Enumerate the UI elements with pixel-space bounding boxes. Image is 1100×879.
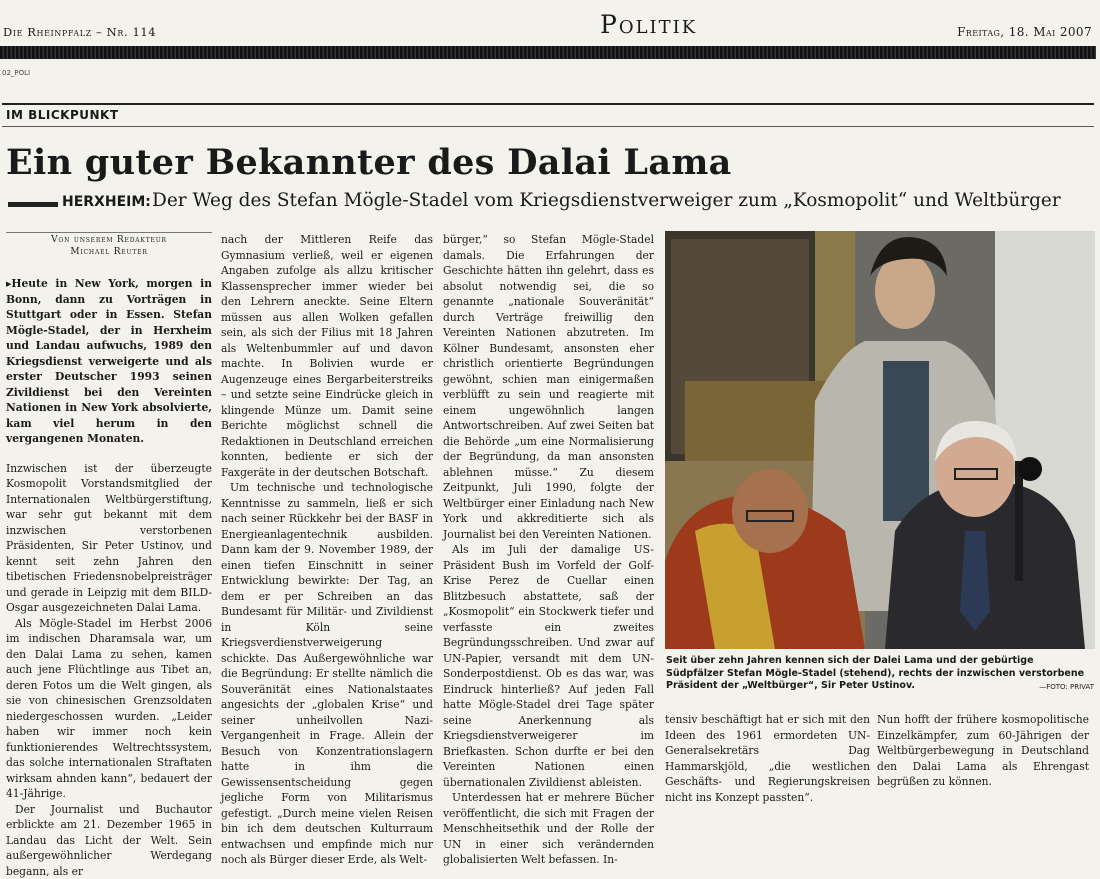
section-label: IM BLICKPUNKT — [6, 108, 119, 122]
article-photo — [665, 231, 1095, 649]
subhead-text: Der Weg des Stefan Mögle-Stadel vom Kriegsdienstverweiger zum „Kosmopolit“ und Weltbürger — [152, 190, 1061, 211]
photo-caption — [666, 655, 1094, 694]
paragraph: Nun hofft der frühere kosmopolitische Einzelkämpfer, zum 60-Jährigen der Weltbürgerbewegung in Deutschland den Dalai Lama als Ehrengast begrüßen zu können. — [877, 712, 1089, 790]
paragraph: Als im Juli der damalige US-Präsident Bush im Vorfeld der Golf-Krise Perez de Cuellar einen Blitzbesuch abstattete, saß der „Kosmopolit“ ein Stockwerk tiefer und verfasste ein zweites Begründungsschreiben. Und zwar auf UN-Papier, versandt mit dem UN-Sonderpostdienst. Ob es das war, was Eindruck hinterließ? Auf jeden Fall hatte Mögle-Stadel drei Tage später seine Anerkennung als Kriegsdienstverweigerer im Briefkasten. Schon durfte er bei den Vereinten Nationen einen übernationalen Zivildienst ableisten. — [443, 542, 654, 790]
paragraph: Als Mögle-Stadel im Herbst 2006 im indischen Dharamsala war, um den Dalai Lama zu sehen, kamen auch jene Flüchtlinge aus Tibet an, deren Fotos um die Welt gingen, als sie von chinesischen Grenzsoldaten niedergeschossen wurden. „Leider haben wir immer noch kein funktionierendes Weltrechtssystem, das solche internationalen Straftaten wirksam ahnden kann“, bedauert der 41-Jährige. — [6, 616, 212, 802]
paragraph: Um technische und technologische Kenntnisse zu sammeln, ließ er sich nach seiner Rückkehr bei der BASF in Energieanlagentechnik ausbilden. Dann kam der 9. November 1989, der einen tiefen Einschnitt in seiner Entwicklung bewirkte: Der Tag, an dem er per Schreiben an das Bundesamt für Militär- und Zivildienst in Köln seine Kriegsverdienstverweigerung schickte. Das Außergewöhnliche war die Begründung: Er stellte nämlich die Souveränität eines Nationalstaates angesichts der „globalen Krise“ und seiner unheilvollen Nazi-Vergangenheit in Frage. Allein der Besuch von Konzentrationslagern hatte in ihm die Gewissensentscheidung gegen jegliche Form von Militarismus gefestigt. „Durch meine vielen Reisen bin ich dem deutschen Kulturraum entwachsen und empfinde mich nur noch als Bürger dieser Erde, als Welt- — [221, 480, 433, 868]
byline-author: Michael Reuter — [6, 246, 212, 258]
page-code: 02_POLI — [2, 69, 30, 77]
byline-role: Von unserem Redakteur — [6, 234, 212, 246]
lead-paragraph: ▸ Heute in New York, morgen in Bonn, dann zu Vorträgen in Stuttgart oder in Essen. Stefan Mögle-Stadel, der in Herxheim und Landau aufwuchs, 1989 den Kriegsdienst verweigerte und als erster Deutscher 1993 seinen Zivildienst bei den Vereinten Nationen in New York absolvierte, kam viel herum in den vergangenen Monaten. — [6, 276, 212, 447]
subhead-bar — [8, 202, 58, 207]
subhead-place: HERXHEIM: — [62, 194, 151, 210]
section-rule-bottom — [2, 126, 1094, 127]
photo-credit: —FOTO: PRIVAT — [1039, 681, 1094, 694]
article-column-5 — [877, 712, 1089, 790]
paragraph: tensiv beschäftigt hat er sich mit den Ideen des 1961 ermordeten UN-Generalsekretärs Dag Hammarskjöld, „die westlichen Geschäfts- und Regierungskreisen nicht ins Konzept passten“. — [665, 712, 870, 805]
article-column-4 — [665, 712, 870, 805]
paragraph: Der Journalist und Buchautor erblickte am 21. Dezember 1965 in Landau das Licht der Welt. Sein außergewöhnlicher Werdegang begann, als er — [6, 802, 212, 879]
masthead-bar — [0, 46, 1096, 59]
paragraph: nach der Mittleren Reife das Gymnasium verließ, weil er eigenen Angaben zufolge als allzu kritischer Klassensprecher immer wieder bei den Lehrern aneckte. Seine Eltern müssen aus allen Wolken gefallen sein, als sich der Filius mit 18 Jahren als Weltenbummler auf und davon machte. In Bolivien wurde er Augenzeuge eines Bergarbeiterstreiks – und setzte seine Eindrücke gleich in klingende Münze um. Damit seine Berichte möglichst schnell die Redaktionen in Deutschland erreichen konnten, bediente er sich der Faxgeräte in der deutschen Botschaft. — [221, 232, 433, 480]
section-title: Politik — [600, 10, 697, 39]
newspaper-name: Die Rheinpfalz – Nr. 114 — [3, 25, 156, 39]
masthead — [0, 0, 1100, 68]
paragraph: Unterdessen hat er mehrere Bücher veröffentlicht, die sich mit Fragen der Menschheitsethik und der Rolle der UN in einer sich verändernden globalisierten Welt befassen. In- — [443, 790, 654, 868]
caption-text: Seit über zehn Jahren kennen sich der Dalei Lama und der gebürtige Südpfälzer Stefan Mögle-Stadel (stehend), rechts der inzwischen verstorbene Präsident der „Weltbürger“, Sir Peter Ustinov. — [666, 655, 1084, 691]
paragraph: Inzwischen ist der überzeugte Kosmopolit Vorstandsmitglied der Internationalen Weltbürgerstiftung, war sehr gut bekannt mit dem inzwischen verstorbenen Präsidenten, Sir Peter Ustinov, und kennt seit zehn Jahren den tibetischen Friedensnobelpreisträger und gerade in Leipzig mit dem BILD-Osgar ausgezeichneten Dalai Lama. — [6, 461, 212, 616]
byline — [6, 232, 212, 258]
article-column-1 — [6, 232, 212, 879]
photo-illustration — [665, 231, 1095, 649]
paragraph: bürger,“ so Stefan Mögle-Stadel damals. Die Erfahrungen der Geschichte hätten ihn gelehrt, dass es absolut notwendig sei, die so genannte „nationale Souveränität“ durch Verträge freiwillig den Vereinten Nationen abzutreten. Im Kölner Bundesamt, ansonsten eher christlich orientierte Begründungen gewöhnt, schien man einigermaßen verblüfft zu sein und reagierte mit einem ungewöhnlich langen Antwortschreiben. Auf zwei Seiten bat die Behörde „um eine Normalisierung der Begründung, da man ansonsten ablehnen müsse.“ Zu diesem Zeitpunkt, Juli 1990, folgte der Weltbürger einer Einladung nach New York und akkreditierte sich als Journalist bei den Vereinten Nationen. — [443, 232, 654, 542]
issue-date: Freitag, 18. Mai 2007 — [957, 25, 1092, 39]
section-rule-top — [2, 103, 1094, 105]
article-column-3 — [443, 232, 654, 868]
headline: Ein guter Bekannter des Dalai Lama — [6, 142, 732, 183]
article-column-2 — [221, 232, 433, 868]
